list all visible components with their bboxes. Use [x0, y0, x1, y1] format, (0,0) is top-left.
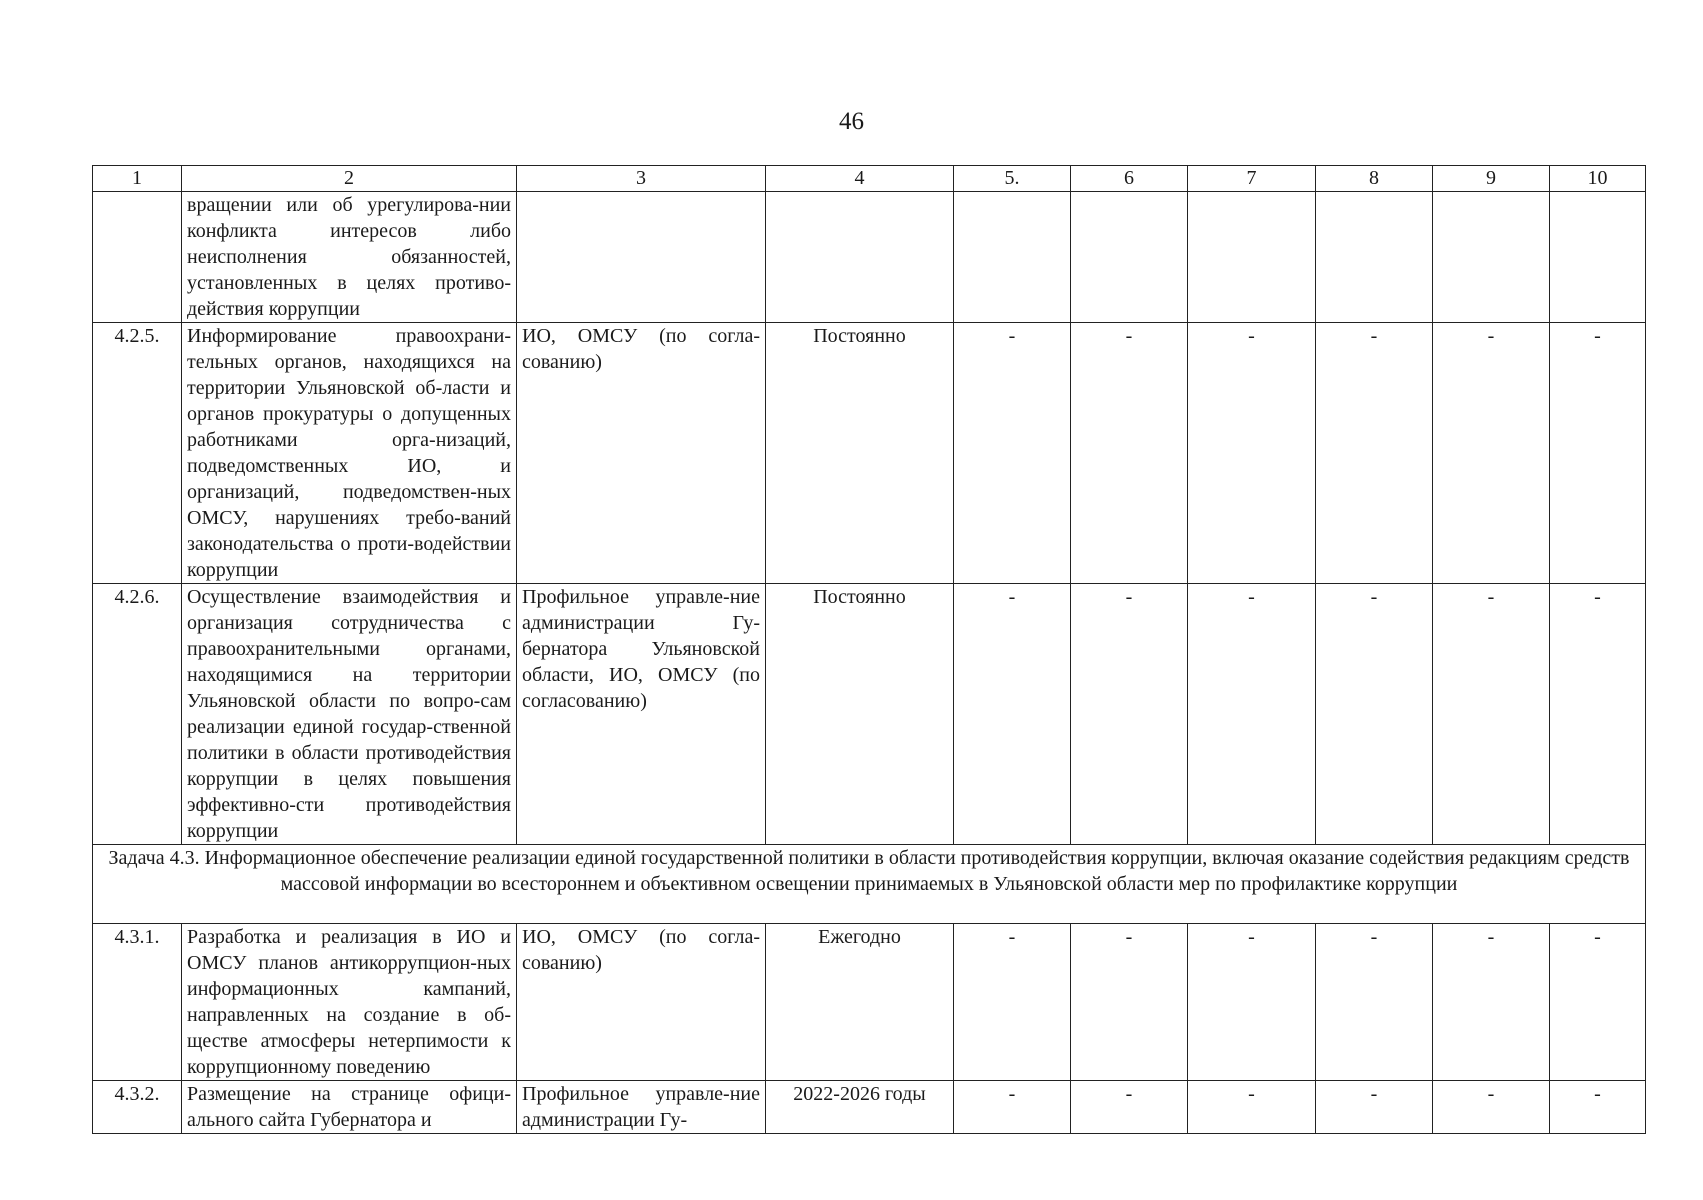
table-row [93, 323, 1646, 584]
value-cell: - [954, 584, 1071, 845]
value-cell: - [954, 924, 1071, 1081]
value-cell: - [1433, 924, 1550, 1081]
column-header: 1 [93, 166, 182, 192]
measure-text: Разработка и реализация в ИО и ОМСУ планов антикоррупцион-ных информационных кампаний, направленных на создание в об-ществе атмосферы нетерпимости к коррупционному поведению [182, 924, 517, 1081]
value-cell [1316, 192, 1433, 323]
executors-cell [517, 192, 766, 323]
page-number: 46 [839, 108, 864, 135]
column-header: 5. [954, 166, 1071, 192]
value-cell [1550, 192, 1646, 323]
value-cell: - [1188, 584, 1316, 845]
table-row [93, 192, 1646, 323]
value-cell: - [1550, 1081, 1646, 1134]
value-cell [954, 192, 1071, 323]
term-cell: Постоянно [766, 323, 954, 584]
value-cell: - [1071, 924, 1188, 1081]
value-cell: - [1071, 323, 1188, 584]
column-header: 10 [1550, 166, 1646, 192]
value-cell: - [1071, 584, 1188, 845]
task-row [93, 845, 1646, 924]
measure-number: 4.2.5. [93, 323, 182, 584]
value-cell: - [1188, 323, 1316, 584]
value-cell: - [1316, 1081, 1433, 1134]
value-cell: - [1550, 584, 1646, 845]
term-cell: Постоянно [766, 584, 954, 845]
value-cell: - [1433, 584, 1550, 845]
column-header: 8 [1316, 166, 1433, 192]
executors-cell: ИО, ОМСУ (по согла-сованию) [517, 924, 766, 1081]
value-cell: - [1316, 924, 1433, 1081]
term-cell: Ежегодно [766, 924, 954, 1081]
value-cell: - [1071, 1081, 1188, 1134]
measure-number [93, 192, 182, 323]
value-cell: - [1316, 584, 1433, 845]
table-row [93, 924, 1646, 1081]
header-row [93, 166, 1646, 192]
value-cell: - [954, 323, 1071, 584]
measure-text: Осуществление взаимодействия и организация сотрудничества с правоохранительными органами, находящимися на территории Ульяновской области по вопро-сам реализации единой государ-ственной политики в области противодействия коррупции в целях повышения эффективно-сти противодействия коррупции [182, 584, 517, 845]
column-header: 4 [766, 166, 954, 192]
value-cell: - [1550, 323, 1646, 584]
value-cell [1433, 192, 1550, 323]
value-cell: - [1550, 924, 1646, 1081]
value-cell: - [954, 1081, 1071, 1134]
measure-number: 4.3.2. [93, 1081, 182, 1134]
measure-text: вращении или об урегулирова-нии конфликта интересов либо неисполнения обязанностей, установленных в целях противо-действия коррупции [182, 192, 517, 323]
value-cell: - [1433, 323, 1550, 584]
executors-cell: Профильное управле-ние администрации Гу-бернатора Ульяновской области, ИО, ОМСУ (по согласованию) [517, 584, 766, 845]
column-header: 9 [1433, 166, 1550, 192]
table-row [93, 1081, 1646, 1134]
measure-text: Информирование правоохрани-тельных органов, находящихся на территории Ульяновской об-ласти и органов прокуратуры о допущенных работниками орга-низаций, подведомственных ИО, и организаций, подведомствен-ных ОМСУ, нарушениях требо-ваний законодательства о проти-водействии коррупции [182, 323, 517, 584]
column-header: 6 [1071, 166, 1188, 192]
value-cell: - [1433, 1081, 1550, 1134]
value-cell: - [1316, 323, 1433, 584]
task-heading: Задача 4.3. Информационное обеспечение реализации единой государственной политики в области противодействия коррупции, включая оказание содействия редакциям средств массовой информации во всестороннем и объективном освещении принимаемых в Ульяновской области мер по профилактике коррупции [93, 845, 1646, 924]
column-header: 3 [517, 166, 766, 192]
measure-text: Размещение на странице офици-ального сайта Губернатора и [182, 1081, 517, 1134]
measures-table [92, 165, 1646, 1134]
measure-number: 4.2.6. [93, 584, 182, 845]
value-cell: - [1188, 924, 1316, 1081]
term-cell [766, 192, 954, 323]
value-cell [1188, 192, 1316, 323]
table-row [93, 584, 1646, 845]
measure-number: 4.3.1. [93, 924, 182, 1081]
value-cell: - [1188, 1081, 1316, 1134]
executors-cell: ИО, ОМСУ (по согла-сованию) [517, 323, 766, 584]
value-cell [1071, 192, 1188, 323]
column-header: 2 [182, 166, 517, 192]
column-header: 7 [1188, 166, 1316, 192]
term-cell: 2022-2026 годы [766, 1081, 954, 1134]
executors-cell: Профильное управле-ние администрации Гу- [517, 1081, 766, 1134]
